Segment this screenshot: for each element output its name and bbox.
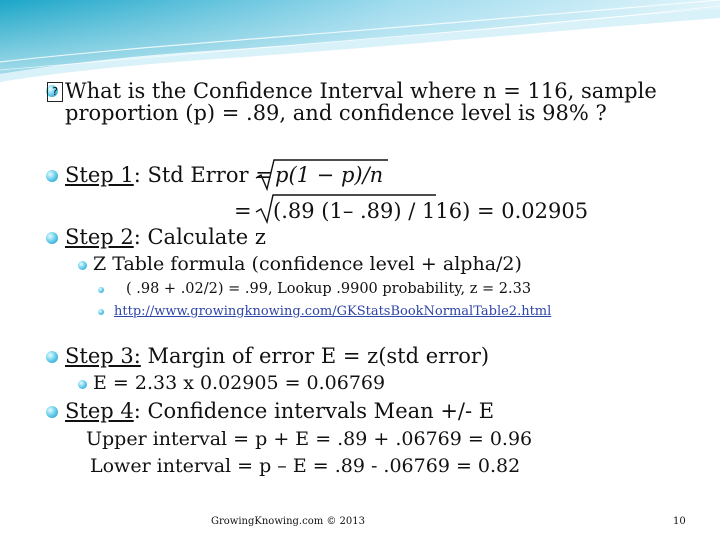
question-line-1: What is the Confidence Interval where n = 116, sample <box>65 79 657 103</box>
bullet-icon <box>78 380 87 389</box>
step2-calculation: ( .98 + .02/2) = .99, Lookup .9900 probability, z = 2.33 <box>126 281 532 297</box>
step1-text: : Std Error = <box>133 163 273 187</box>
step1-calculation: (.89 (1– .89) / 116) = 0.02905 <box>273 199 589 223</box>
step3-text: Margin of error E = z(std error) <box>140 344 490 368</box>
lower-interval: Lower interval = p – E = .89 - .06769 = 0.82 <box>90 455 521 477</box>
step1-eq-sign: = <box>234 199 252 223</box>
bullet-icon <box>46 170 58 182</box>
step3-label: Step 3: <box>65 344 141 368</box>
step2-label: Step 2 <box>65 225 134 249</box>
step4-line <box>65 400 494 423</box>
bullet-icon <box>46 351 58 363</box>
upper-interval: Upper interval = p + E = .89 + .06769 = 0.96 <box>86 428 533 450</box>
bullet-icon <box>78 261 87 270</box>
missing-glyph-icon: ? <box>47 82 63 102</box>
step3-subpoint: E = 2.33 x 0.02905 = 0.06769 <box>93 372 386 394</box>
bullet-icon <box>46 406 58 418</box>
step4-text: : Confidence intervals Mean +/- E <box>133 399 495 423</box>
normal-table-link[interactable]: http://www.growingknowing.com/GKStatsBookNormalTable2.html <box>114 304 552 319</box>
step2-line <box>65 226 266 249</box>
step2-subpoint: Z Table formula (confidence level + alpha/2) <box>93 253 522 275</box>
question-line-2: proportion (p) = .89, and confidence level is 98% ? <box>65 101 607 125</box>
step2-text: : Calculate z <box>133 225 266 249</box>
bullet-icon <box>98 309 104 315</box>
page-number: 10 <box>673 516 686 527</box>
footer-site: GrowingKnowing.com © 2013 <box>211 516 366 527</box>
std-error-formula: p(1 − p)/n <box>275 163 384 187</box>
bullet-icon <box>98 287 104 293</box>
step3-line <box>65 345 489 368</box>
step4-label: Step 4 <box>65 399 134 423</box>
step1-line <box>65 164 273 187</box>
step1-label: Step 1 <box>65 163 134 187</box>
bullet-icon <box>46 232 58 244</box>
